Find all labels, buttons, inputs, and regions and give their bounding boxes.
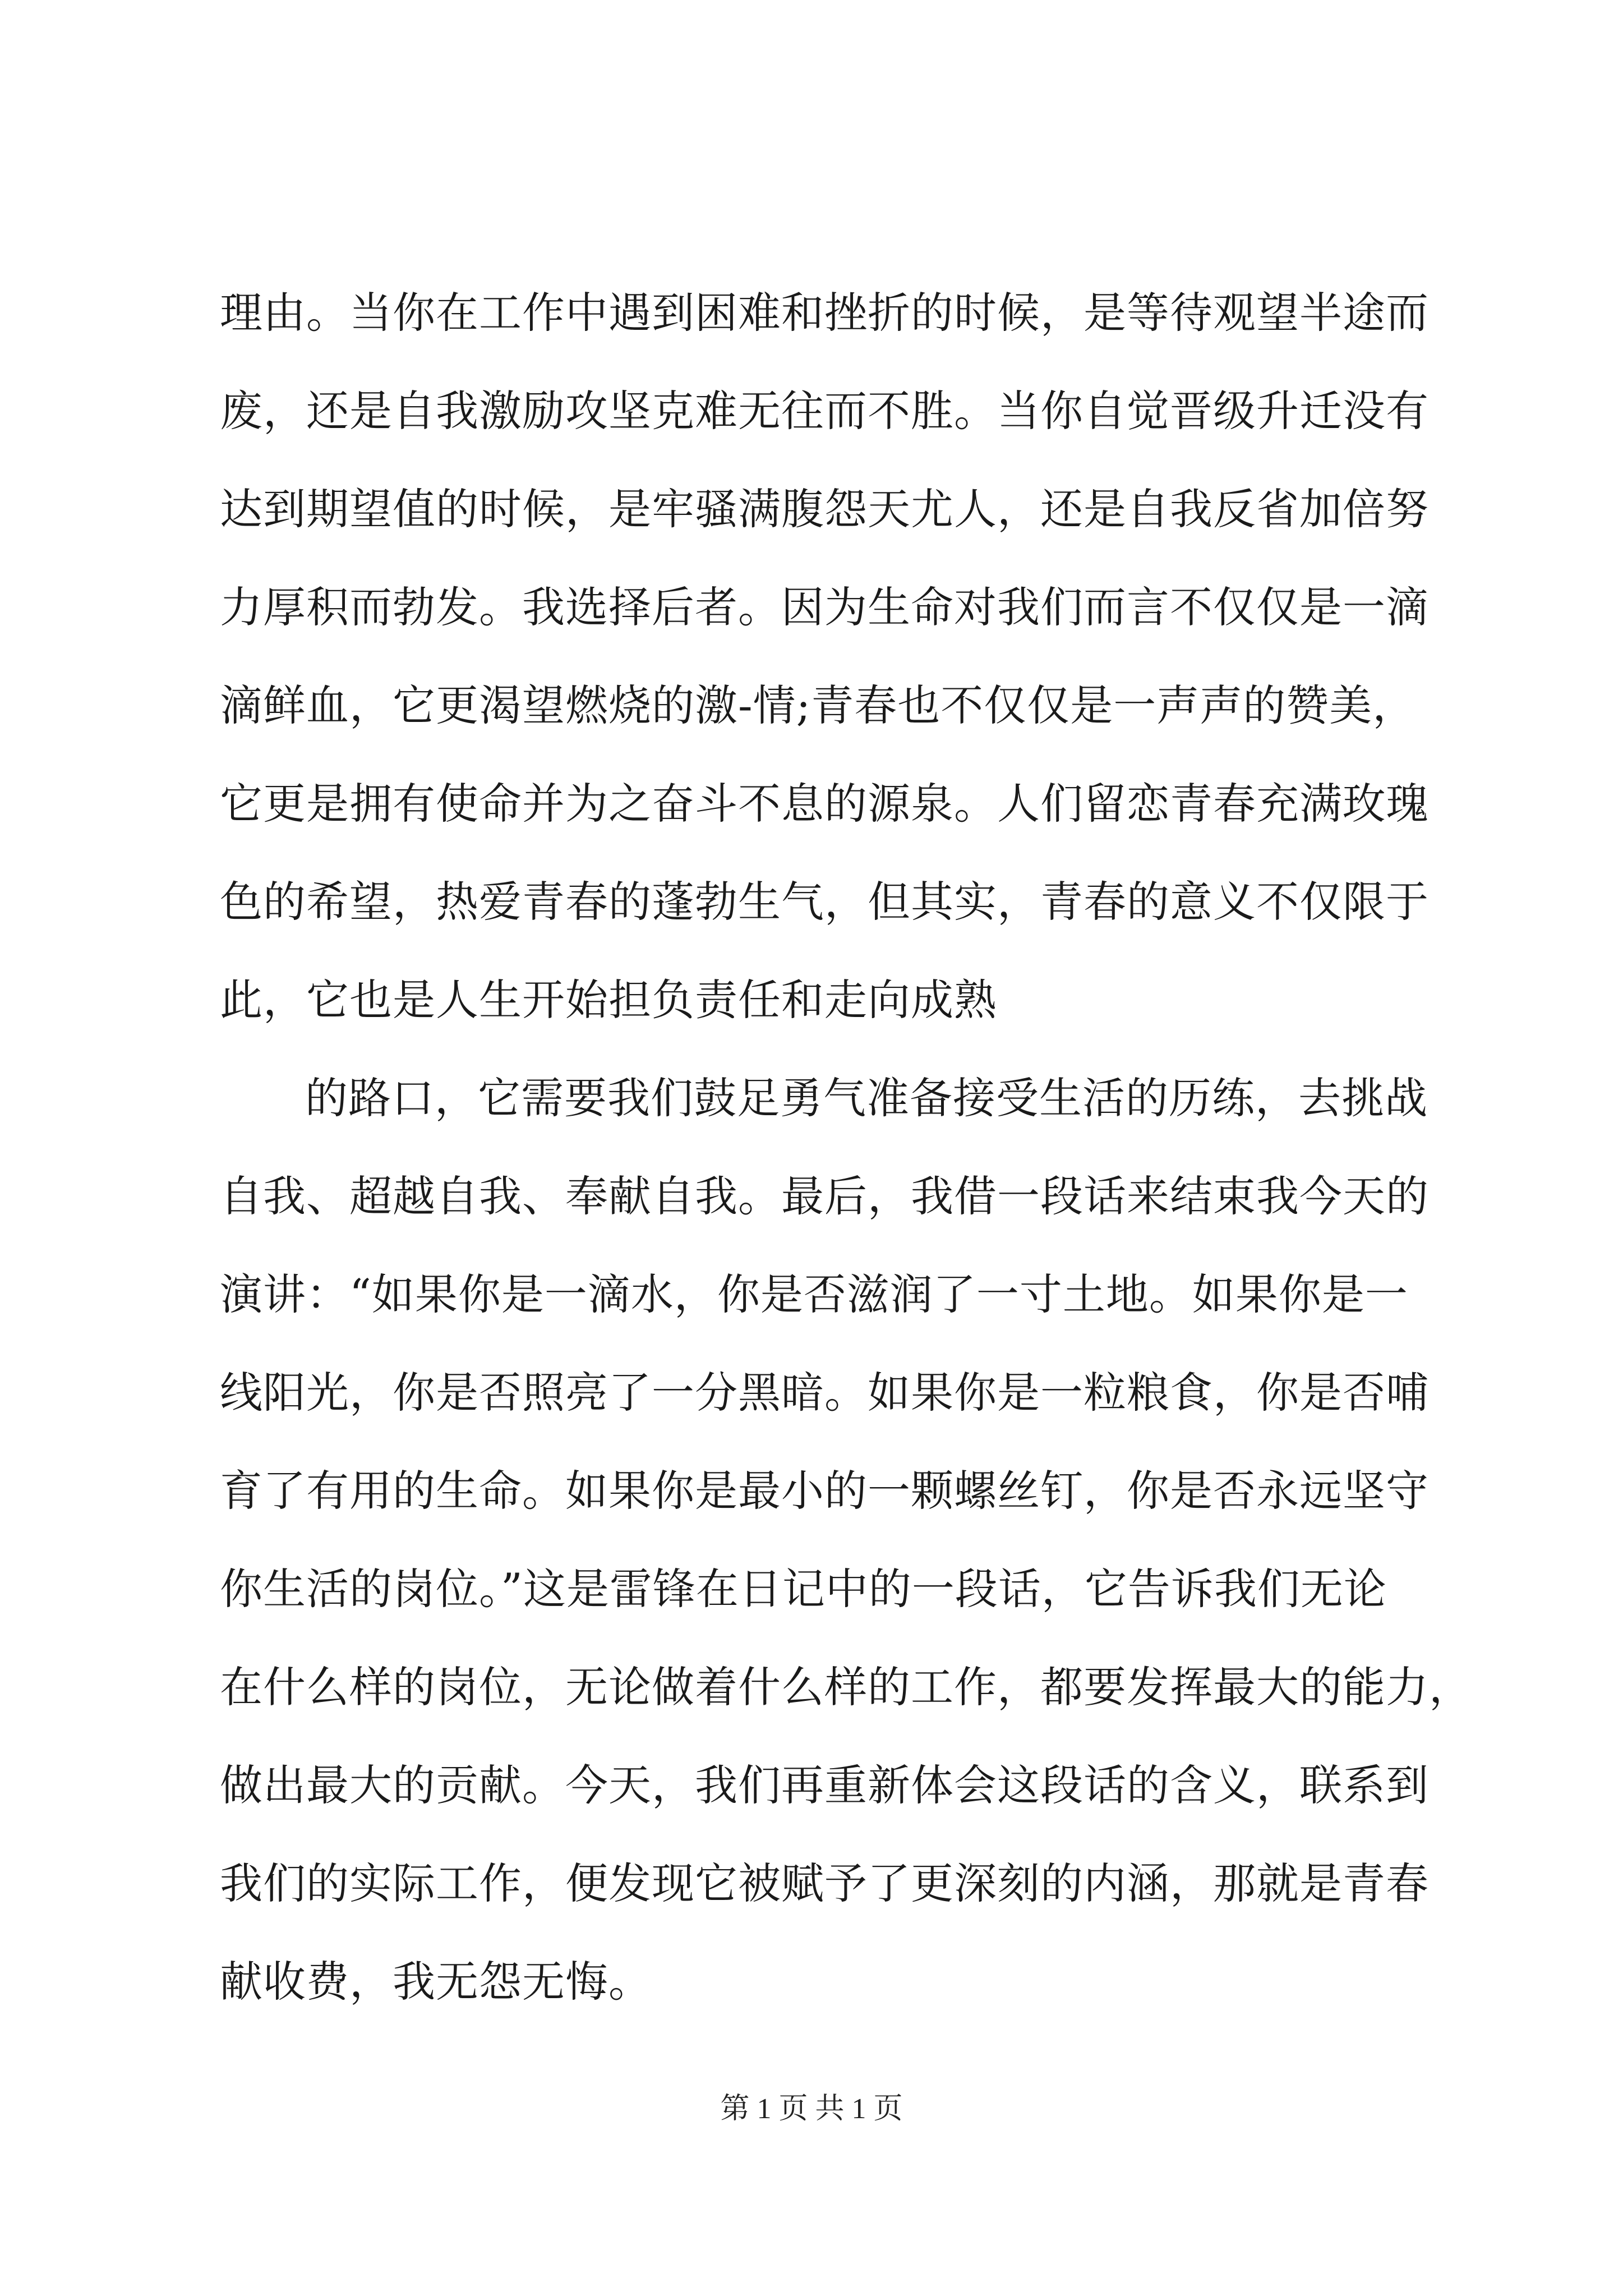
page-footer: 第 1 页 共 1 页 [720,2093,903,2125]
text-line: 自我、超越自我、奉献自我。最后，我借一段话来结束我今天的 [220,1171,1429,1221]
text-line: 在什么样的岗位，无论做着什么样的工作，都要发挥最大的能力， [220,1662,1472,1712]
text-line: 做出最大的贡献。今天，我们再重新体会这段话的含义，联系到 [220,1760,1429,1810]
text-line: 达到期望值的时候，是牢骚满腹怨天尤人，还是自我反省加倍努 [220,484,1429,534]
text-line: 它更是拥有使命并为之奋斗不息的源泉。人们留恋青春充满玫瑰 [220,779,1429,829]
text-line: 我们的实际工作，便发现它被赋予了更深刻的内涵，那就是青春 [220,1858,1429,1908]
text-line: 演讲：“如果你是一滴水，你是否滋润了一寸土地。如果你是一 [220,1269,1408,1319]
text-line: 滴鲜血，它更渴望燃烧的激-情;青春也不仅仅是一声声的赞美， [220,680,1416,730]
text-line: 献收费，我无怨无悔。 [220,1957,652,2007]
text-line: 育了有用的生命。如果你是最小的一颗螺丝钉，你是否永远坚守 [220,1466,1429,1516]
text-line: 此，它也是人生开始担负责任和走向成熟 [220,975,997,1025]
text-line: 力厚积而勃发。我选择后者。因为生命对我们而言不仅仅是一滴 [220,582,1429,632]
text-line: 理由。当你在工作中遇到困难和挫折的时候，是等待观望半途而 [220,288,1429,338]
text-line: 色的希望，热爱青春的蓬勃生气，但其实，青春的意义不仅限于 [220,877,1429,927]
text-line: 线阳光，你是否照亮了一分黑暗。如果你是一粒粮食，你是否哺 [220,1368,1429,1418]
document-body [220,264,1472,2031]
paragraph-start-line: 的路口，它需要我们鼓足勇气准备接受生活的历练，去挑战 [305,1073,1428,1123]
text-line: 你生活的岗位。”这是雷锋在日记中的一段话，它告诉我们无论 [220,1564,1387,1614]
text-line: 废，还是自我激励攻坚克难无往而不胜。当你自觉晋级升迁没有 [220,386,1429,436]
